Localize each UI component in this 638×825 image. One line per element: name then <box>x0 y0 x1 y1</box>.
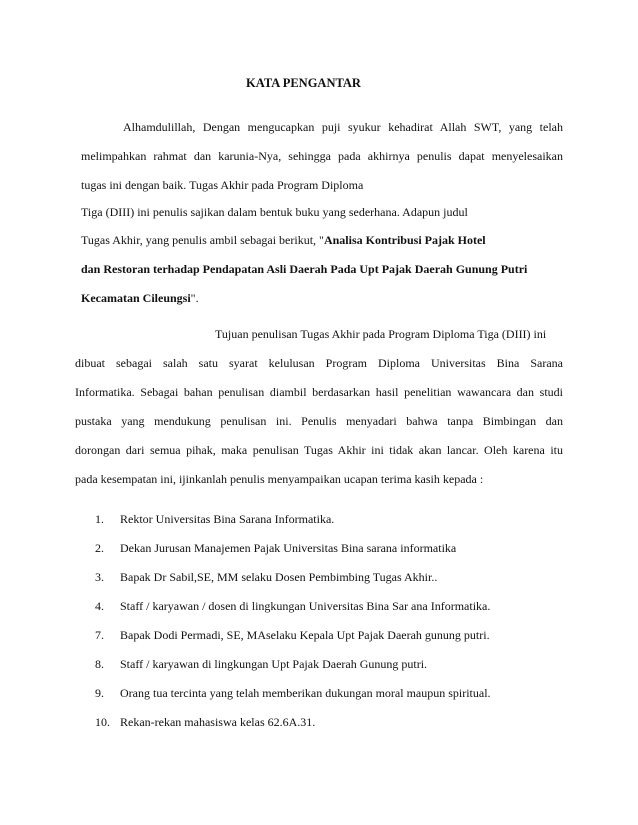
para2-line-1: Tujuan penulisan Tugas Akhir pada Program Diploma Tiga (DIII) ini <box>215 327 547 341</box>
thesis-title-end: ". <box>190 291 199 305</box>
list-item <box>95 599 490 613</box>
list-item-number: 2. <box>95 541 104 555</box>
list-item <box>95 657 427 671</box>
para1-line-5 <box>81 233 486 247</box>
thesis-title-line2: dan Restoran terhadap Pendapatan Asli Daerah Pada Upt Pajak Daerah Gunung Putri <box>81 262 528 276</box>
list-item-number: 3. <box>95 570 104 584</box>
para2-line-6: pada kesempatan ini, ijinkanlah penulis menyampaikan ucapan terima kasih kepada : <box>75 472 484 486</box>
thesis-title-line3-wrap <box>81 291 199 305</box>
para1-line-2: melimpahkan rahmat dan karunia-Nya, sehingga pada akhirnya penulis dapat menyelesaikan <box>81 149 563 163</box>
list-item <box>95 686 491 700</box>
para2-line-2: dibuat sebagai salah satu syarat kelulusan Program Diploma Universitas Bina Sarana <box>75 356 563 370</box>
list-item-number: 4. <box>95 599 104 613</box>
thesis-title-line3: Kecamatan Cileungsi <box>81 291 191 305</box>
list-item-text: Dekan Jurusan Manajemen Pajak Universitas Bina sarana informatika <box>120 541 457 555</box>
para2-line-4: pustaka yang mendukung penulisan ini. Penulis menyadari bahwa tanpa Bimbingan dan <box>75 414 563 428</box>
list-item <box>95 512 334 526</box>
list-item-number: 9. <box>95 686 104 700</box>
list-item-number: 7. <box>95 628 104 642</box>
para1-line-3: tugas ini dengan baik. Tugas Akhir pada Program Diploma <box>81 178 364 192</box>
list-item-text: Staff / karyawan / dosen di lingkungan Universitas Bina Sar ana Informatika. <box>120 599 491 613</box>
list-item-number: 8. <box>95 657 104 671</box>
list-item-text: Orang tua tercinta yang telah memberikan dukungan moral maupun spiritual. <box>120 686 491 700</box>
thesis-title-part1: Analisa Kontribusi Pajak Hotel <box>323 233 486 247</box>
list-item <box>95 570 437 584</box>
para1-line-5-text: Tugas Akhir, yang penulis ambil sebagai berikut, " <box>81 233 324 247</box>
list-item-text: Rekan-rekan mahasiswa kelas 62.6A.31. <box>120 715 316 729</box>
para1-line-4: Tiga (DIII) ini penulis sajikan dalam bentuk buku yang sederhana. Adapun judul <box>81 205 468 219</box>
para1-line-1: Alhamdulillah, Dengan mengucapkan puji syukur kehadirat Allah SWT, yang telah <box>123 120 563 134</box>
list-item <box>95 628 490 642</box>
para2-line-5: dorongan dari semua pihak, maka penulisan Tugas Akhir ini tidak akan lancar. Oleh karena itu <box>75 443 563 457</box>
list-item-text: Rektor Universitas Bina Sarana Informatika. <box>120 512 335 526</box>
list-item-number: 10. <box>95 715 110 729</box>
list-item <box>95 541 456 555</box>
list-item <box>95 715 315 729</box>
list-item-text: Staff / karyawan di lingkungan Upt Pajak Daerah Gunung putri. <box>120 657 428 671</box>
page-title: KATA PENGANTAR <box>246 76 361 90</box>
para2-line-3: Informatika. Sebagai bahan penulisan diambil berdasarkan hasil penelitian wawancara dan studi <box>75 385 563 399</box>
list-item-text: Bapak Dr Sabil,SE, MM selaku Dosen Pembimbing Tugas Akhir.. <box>120 570 438 584</box>
list-item-number: 1. <box>95 512 104 526</box>
list-item-text: Bapak Dodi Permadi, SE, MAselaku Kepala Upt Pajak Daerah gunung putri. <box>120 628 490 642</box>
